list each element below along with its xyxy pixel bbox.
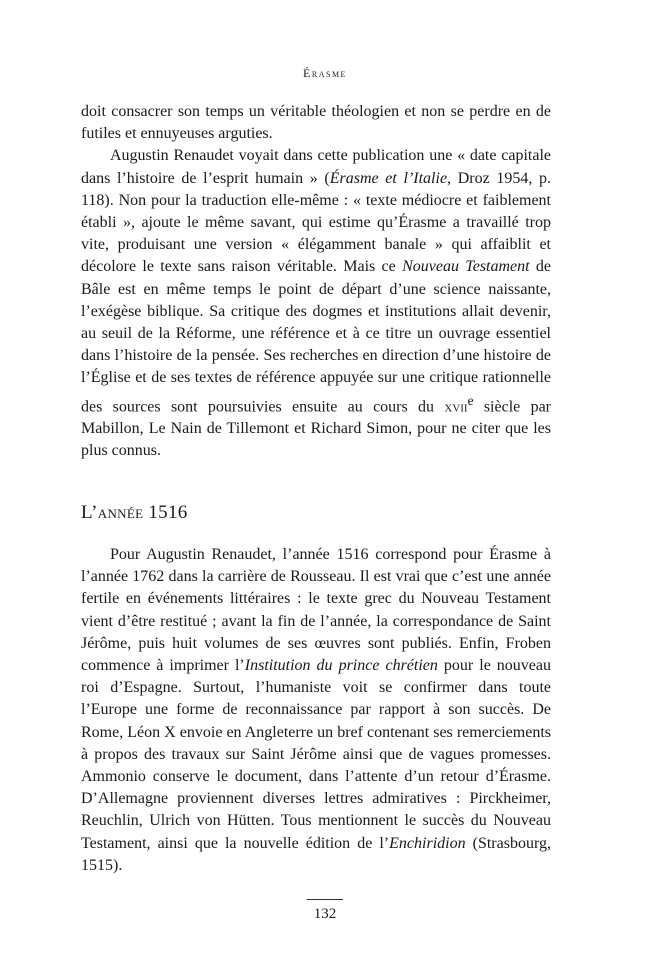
page-number: 132 [313,906,337,922]
footer-rule [307,899,343,900]
page-footer [0,899,650,923]
century-superscript: e [467,392,474,408]
paragraph-text: (Strasbourg, 1515). [81,834,551,874]
book-title-enchiridion: Enchiridion [389,834,466,852]
paragraph-text: Pour Augustin Renaudet, l’année 1516 correspond pour Érasme à l’année 1762 dans la carrière de Rousseau. Il est vrai que c’est une année fertile en événements littéraires : le texte grec du Nouveau Testament vient d’être restitué ; avant la fin de l’année, la correspondance de Saint Jérôme, puis huit volumes de ses œuvres sont publiés. Enfin, Froben commence à imprimer l’ [81,546,551,675]
section-heading: L’année 1516 [81,502,188,523]
paragraph: doit consacrer son temps un véritable théologien et non se perdre en de futiles et ennuyeuses arguties. [81,103,551,143]
paragraph-text: siècle par Mabillon, Le Nain de Tillemont et Richard Simon, pour ne citer que les plus connus. [81,397,551,460]
book-title-institution: Institution du prince chrétien [244,657,438,675]
century-numeral: xvii [444,398,468,415]
paragraph-text: de Bâle est en même temps le point de départ d’une science naissante, l’exégèse biblique. Sa critique des dogmes et institutions allait devenir, au seuil de la Réforme, une référence et à ce titre un ouvrage essentiel dans l’histoire de la pensée. Ses recherches en direction d’une histoire de l’Église et de ses textes de référence appuyée sur une critique rationnelle des sources sont poursuivies ensuite au cours du [81,258,551,415]
paragraph-annee-1516 [81,544,551,877]
book-title-nouveau-testament: Nouveau Testament [402,258,530,276]
paragraph-text: , Droz 1954, p. 118). Non pour la traduction elle-même : « texte médiocre et faiblement établi », ajoute le même savant, qui estime qu’Érasme a travaillé trop vite, produisant une version « élégamment banale » qui affaiblit et décolore le texte sans raison véritable. Mais ce [81,169,551,276]
paragraph-text: Augustin Renaudet voyait dans cette publication une « date capitale dans l’histoire de l’esprit humain » ( [81,147,551,187]
body-text-section-1 [81,101,551,463]
book-title-erasme-italie: Érasme et l’Italie [329,169,448,187]
running-head: Érasme [303,66,347,80]
body-text-section-2 [81,544,551,877]
paragraph-renaudet [81,145,551,462]
paragraph-text: pour le nouveau roi d’Espagne. Surtout, l’humaniste voit se confirmer dans toute l’Europe une forme de reconnaissance par rapport à son succès. De Rome, Léon X envoie en Angleterre un bref contenant ses remerciements à propos des travaux sur Saint Jérôme ainsi que de vagues promesses. Ammonio conserve le document, dans l’attente d’un retour d’Érasme. D’Allemagne proviennent diverses lettres admiratives : Pirckheimer, Reuchlin, Ulrich von Hütten. Tous mentionnent le succès du Nouveau Testament, ainsi que la nouvelle édition de l’ [81,657,552,852]
